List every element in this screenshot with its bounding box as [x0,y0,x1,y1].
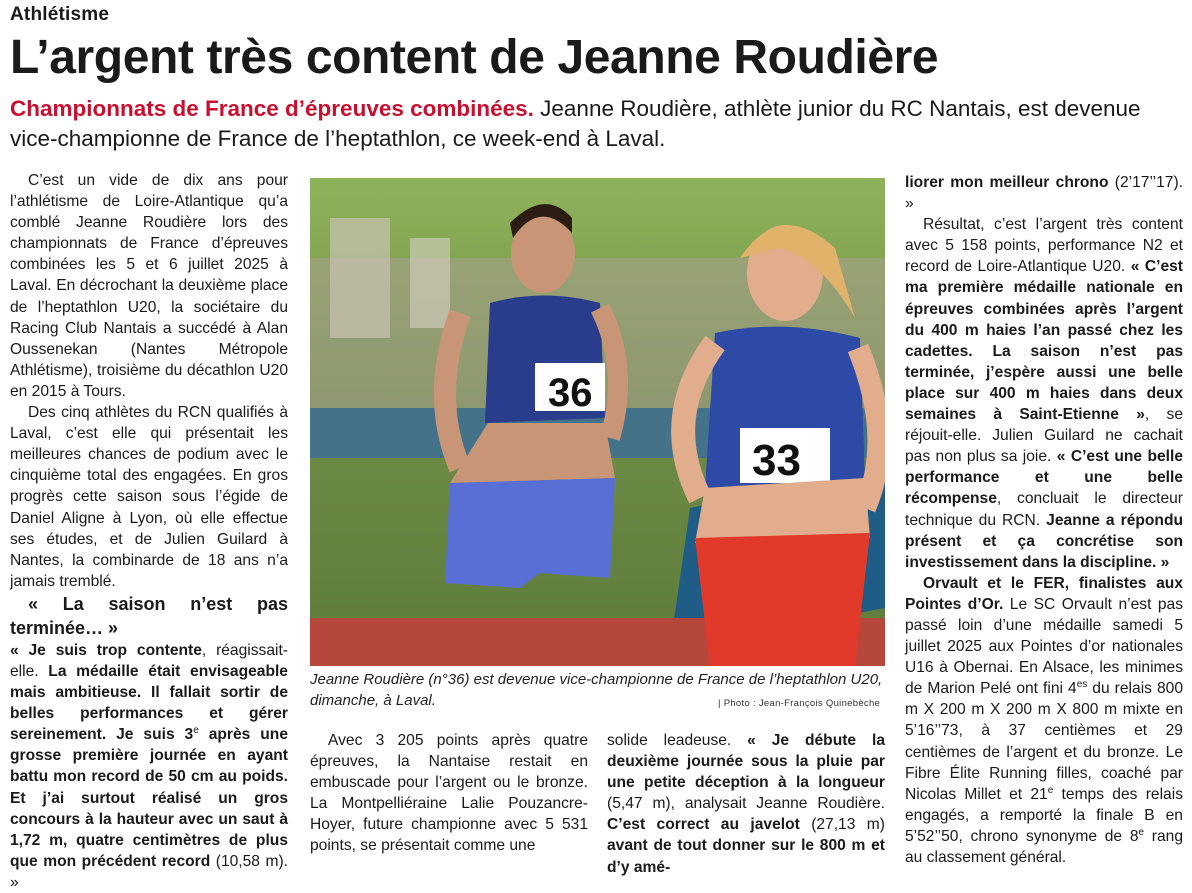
text-run: rang au classement général. [905,827,1184,866]
text-run: temps des relais engagés, a remporté la finale B en 5’52’’50, chrono synonyme de 8 [905,785,1183,845]
photo-caption: Jeanne Roudière (n°36) est devenue vice-championne de France de l’heptathlon U20, dimanche, à Laval. [310,671,883,709]
quote-bold: avant de tout donner sur le 800 m et d’y amé- [607,837,885,876]
quote-bold: « Je suis trop contente [10,641,202,659]
text-run: (2’17’’17). » [905,174,1184,213]
quote-bold: « C’est ma première médaille nationale en épreuves combinées après l’argent du 400 m haies l’an passé chez les cadettes. La saison n’est pas terminée, j’espère aussi une belle place sur 400 m haies dans deux semaines à Saint-Etienne » [905,258,1184,424]
text-run: du relais 800 m X 200 m X 200 m X 800 m mixte en 5’16’’73, à 37 centièmes et 29 centièmes de l’argent et du bronze. Le Fibre Élite Running filles, coaché par Nicolas Millet et 21 [905,680,1184,803]
paragraph: Des cinq athlètes du RCN qualifiés à Laval, c’est elle qui présentait les meilleures chances de podium avec le cinquième total des engagées. En gros progrès cette saison sous l’égide de Daniel Aligne à Lyon, où elle effectue ses études, et de Julien Guilard à Nantes, la combinarde de 18 ans n’a jamais tremblé. [10,404,288,590]
interhead: « La saison n’est pas terminée… » [10,593,288,638]
text-run: solide leadeuse. [607,732,748,749]
ordinal-sup: es [1076,679,1088,691]
column-1 [10,170,288,893]
quote-paragraph [10,640,288,893]
article-photo [310,178,885,666]
quote-bold: liorer mon meilleur chrono [905,174,1109,191]
ordinal-sup: e [1138,826,1145,838]
paragraph [905,573,1183,868]
paragraph: Avec 3 205 points après quatre épreuves, la Nantaise restait en embuscade pour l’argent ou le bronze. La Montpelliéraine Lalie Pouzancre-Hoyer, future championne avec 5 531 points, se présentait comme une [310,732,588,855]
bib-number: 33 [752,436,801,485]
brief-heading: Orvault et le FER, finalistes aux Pointes d’Or. [905,574,1183,613]
photo-credit: | Photo : Jean-François Quinebèche [718,698,881,709]
text-run: , se réjouit-elle. Julien Guilard ne cachait pas non plus sa joie. [905,406,1183,466]
text-run: Résultat, c’est l’argent très content avec 5 158 points, performance N2 et record de Loire-Atlantique U20. [905,216,1183,276]
quote-bold: C’est correct au javelot [607,816,800,834]
text-run: (5,47 m), analysait Jeanne Roudière. [607,795,885,813]
column-3 [607,730,885,878]
column-4 [905,172,1183,868]
ordinal-sup: e [1047,784,1054,796]
paragraph [905,214,1183,573]
paragraph [905,172,1183,214]
standfirst [10,94,1180,154]
ordinal-sup: e [193,725,199,737]
quote-bold: La médaille était envisageable mais ambitieuse. Il fallait sortir de belles performances et gérer sereinement. Je suis 3 [10,662,288,744]
quote-bold: « Je débute la deuxième journée sous la pluie par une petite déception à la longueur [607,732,885,792]
paragraph [607,730,885,878]
quote-bold: après une grosse première journée en ayant battu mon record de 50 cm au poids. Et j’ai surtout réalisé un gros concours à la hauteur avec un saut à 1,72 m, quatre centimètres de plus que mon précédent record [10,726,288,870]
standfirst-kicker: Championnats de France d’épreuves combinées. [10,96,534,121]
text-run: Le SC Orvault n’est pas passé loin d’une médaille samedi 5 juillet 2025 aux Pointes d’or nationales U16 à Obernai. En Alsace, les minimes de Marion Pelé ont fini 4 [905,595,1184,698]
paragraph: C’est un vide de dix ans pour l’athlétisme de Loire-Atlantique qu’a comblé Jeanne Roudière lors des championnats de France d’épreuves combinées les 5 et 6 juillet 2025 à Laval. En décrochant la deuxième place de l’heptathlon U20, la sociétaire du Racing Club Nantais a succédé à Alan Oussenekan (Nantes Métropole Athlétisme), troisième du décathlon U20 en 2015 à Tours. [10,172,288,400]
section-label: Athlétisme [10,4,110,25]
text-run: (27,13 m) [799,816,885,834]
bib-number: 36 [548,371,593,415]
standfirst-text: Jeanne Roudière, athlète junior du RC Nantais, est devenue vice-championne de France de l’heptathlon, ce week-end à Laval. [10,96,1141,151]
column-2 [310,730,588,857]
text-run: (10,58 m). » [10,852,288,891]
quote-bold: « C’est une belle performance et une belle récompense [905,448,1183,508]
text-run: , réagissait-elle. [10,641,288,680]
text-run: , concluait le directeur technique du RCN. [905,490,1183,529]
quote-bold: Jeanne a répondu présent et ça concrétise son investissement dans la discipline. » [905,511,1183,571]
headline: L’argent très content de Jeanne Roudière [10,31,939,84]
